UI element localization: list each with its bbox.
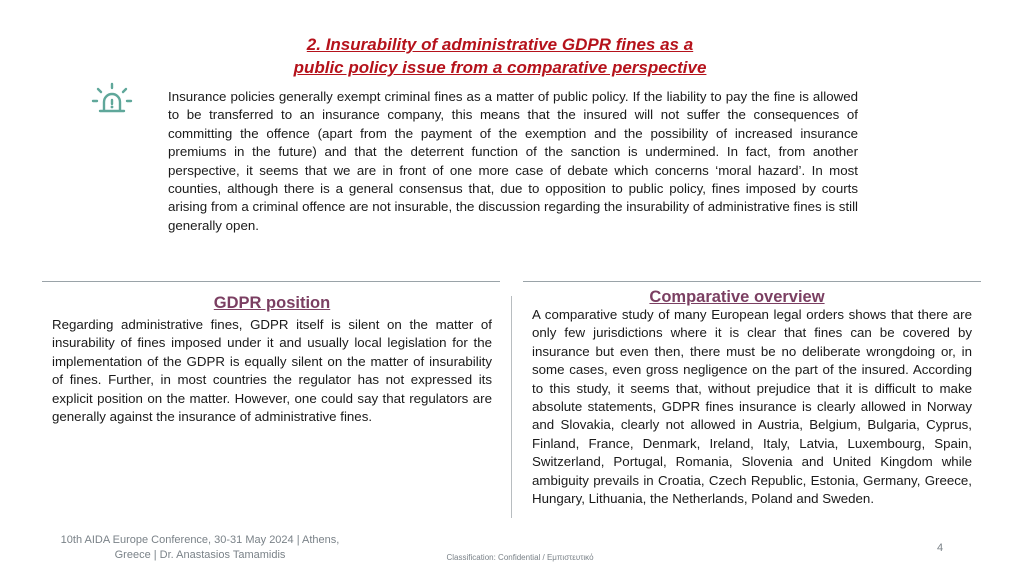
footer-classification: Classification: Confidential / Εμπιστευτικό xyxy=(446,553,594,562)
page-number: 4 xyxy=(936,542,944,554)
left-divider xyxy=(42,281,500,282)
gdpr-position-heading: GDPR position xyxy=(213,294,331,312)
right-divider xyxy=(523,281,981,282)
footer-conference-line-1: 10th AIDA Europe Conference, 30-31 May 2024 | Athens, xyxy=(60,534,340,546)
warning-bulb-icon xyxy=(90,80,134,124)
footer-conference-line-2: Greece | Dr. Anastasios Tamamidis xyxy=(114,549,286,561)
intro-paragraph: Insurance policies generally exempt criminal fines as a matter of public policy. If the liability to pay the fine is allowed to be transferred to an insurance company, this means that the insured will not suffer the consequences of committing the offence (apart from the payment of the exemption and the possibility of increased insurance premiums in the future) and that the deterrent function of the sanction is undermined. In fact, from another perspective, it seems that we are in front of one more case of debate which concerns ‘moral hazard’. In most counties, although there is a general consensus that, due to opposition to public policy, fines imposed by courts arising from a criminal offence are not insurable, the discussion regarding the insurability of administrative fines is still generally open. xyxy=(168,89,858,233)
comparative-overview-heading: Comparative overview xyxy=(649,288,825,306)
slide-title-line-2: public policy issue from a comparative perspective xyxy=(293,58,707,77)
footer-conference xyxy=(40,533,360,563)
comparative-overview-body: A comparative study of many European legal orders shows that there are only few jurisdictions where it is clear that fines can be covered by insurance but even then, there must be no deliberate wrongdoing or, in some cases, even gross negligence on the part of the insured. According to this study, it seems that, without prejudice that it is difficult to make absolute statements, GDPR fines insurance is clearly allowed in Norway and Slovakia, clearly not allowed in Austria, Belgium, Bulgaria, Cyprus, Finland, France, Denmark, Ireland, Italy, Latvia, Luxembourg, Spain, Switzerland, Portugal, Romania, Slovenia and United Kingdom while ambiguity prevails in Croatia, Czech Republic, Estonia, Germany, Greece, Hungary, Lithuania, the Netherlands, Poland and Sweden. xyxy=(532,307,972,507)
slide-title-line-1: 2. Insurability of administrative GDPR fines as a xyxy=(306,35,694,54)
vertical-divider xyxy=(511,296,512,518)
slide-title xyxy=(170,33,830,79)
gdpr-position-body: Regarding administrative fines, GDPR itself is silent on the matter of insurability of fines imposed under it and usually local legislation for the implementation of the GDPR is equally silent on the matter of insurability of fines. Further, in most countries the regulator has not expressed its explicit position on the matter. However, one could say that regulators are generally against the insurance of administrative fines. xyxy=(52,317,492,425)
